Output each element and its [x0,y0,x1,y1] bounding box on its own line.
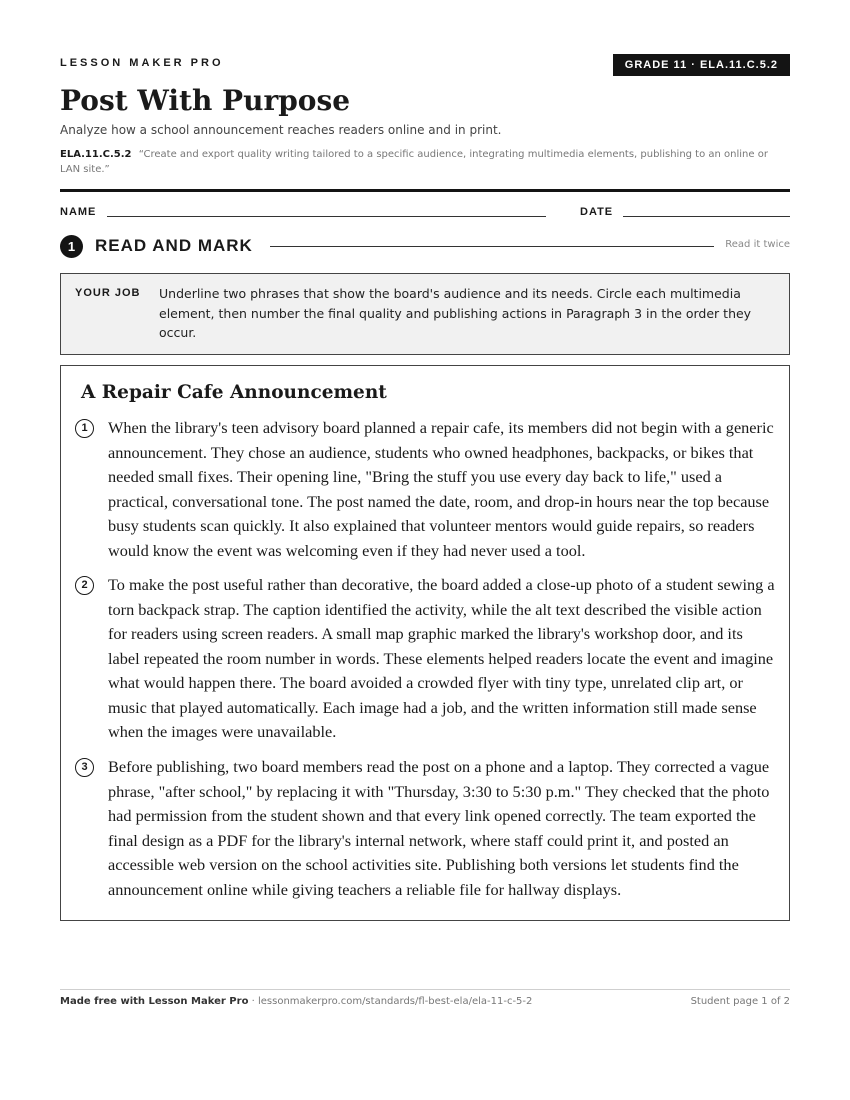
grade-badge: GRADE 11 · ELA.11.C.5.2 [613,54,790,76]
page-title: Post With Purpose [60,84,351,117]
paragraph-number-badge: 2 [75,576,94,595]
name-field[interactable] [107,216,546,217]
paragraph-text: When the library's teen advisory board planned a repair cafe, its members did not begin with a generic announcement. They chose an audience, students who owned headphones, backpacks, or bikes that needed small fixes. Their opening line, "Bring the stuff you use every day back to life," used a practical, conversational tone. The post named the date, room, and drop-in hours near the top because busy students scan quickly. It also explained that volunteer mentors would guide repairs, so readers would know the event was welcoming even if they had never used a tool. [108,418,774,560]
name-label: NAME [60,206,97,218]
page-subtitle: Analyze how a school announcement reaches readers online and in print. [60,123,502,137]
section-divider [270,246,714,247]
standard-code: ELA.11.C.5.2 [60,149,132,160]
standard-text: “Create and export quality writing tailored to a specific audience, integrating multimedia elements, publishing to an online or LAN site.” [60,149,768,175]
instructions-label: YOUR JOB [75,287,141,299]
paragraph-text: Before publishing, two board members read the post on a phone and a laptop. They corrected a vague phrase, "after school," by replacing it with "Thursday, 3:30 to 5:30 p.m." They checked that the photo had permission from the student shown and that every link opened correctly. The team exported the final design as a PDF for the library's internal network, where staff could print it, and posted an accessible web version on the school activities site. Publishing both versions let students find the announcement online while giving teachers a reliable file for hallway displays. [108,757,770,899]
section-title: READ AND MARK [95,236,253,255]
footer-divider [60,989,790,990]
date-field[interactable] [623,216,790,217]
header-divider [60,189,790,192]
section-note: Read it twice [725,239,790,250]
paragraph-number-badge: 1 [75,419,94,438]
page-number: Student page 1 of 2 [690,996,790,1007]
reading-passage [60,365,790,921]
section-number-badge: 1 [60,235,83,258]
standard-description [60,147,790,177]
paragraph-number-badge: 3 [75,758,94,777]
date-label: DATE [580,206,614,218]
instructions-text: Underline two phrases that show the board's audience and its needs. Circle each multimedia element, then number the final quality and publishing actions in Paragraph 3 in the order they occur. [159,286,752,340]
passage-title: A Repair Cafe Announcement [81,382,387,403]
footer-credit [60,996,532,1007]
paragraph-text: To make the post useful rather than decorative, the board added a close-up photo of a student sewing a torn backpack strap. The caption identified the activity, while the alt text described the visible action for readers using screen readers. A small map graphic marked the library's workshop door, and its label repeated the room number in words. These elements helped readers locate the event and imagine what would happen there. The board avoided a crowded flyer with tiny type, unrelated clip art, or music that played automatically. Each image had a job, and the written information still made sense when the images were unavailable. [108,575,775,741]
footer-made-with: Made free with Lesson Maker Pro [60,996,249,1007]
brand-name: LESSON MAKER PRO [60,57,224,69]
footer-url[interactable]: · lessonmakerpro.com/standards/fl-best-ela/ela-11-c-5-2 [248,996,533,1007]
instructions-box [60,273,790,355]
